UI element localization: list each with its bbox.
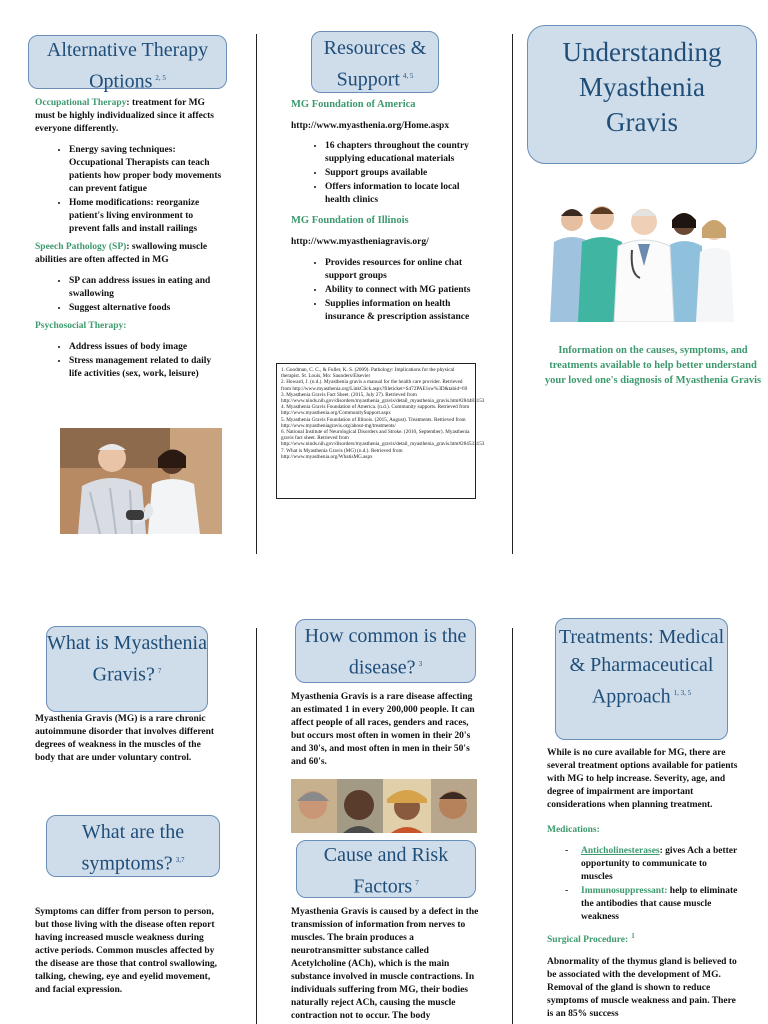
surgical-label-text: Surgical Procedure: xyxy=(547,935,629,946)
cover-tagline: Information on the causes, symptoms, and treatments available to help better understand your loved one's diagnosis of Myasthenia Gravis xyxy=(544,345,762,386)
list-item: • Ability to connect with MG patients xyxy=(325,284,483,297)
list-item: • Address issues of body image xyxy=(69,341,225,354)
america-label: MG Foundation of America xyxy=(291,99,416,110)
heading-text: How common is the disease? xyxy=(304,625,467,679)
heading-text: What is Myasthenia Gravis? xyxy=(47,632,207,686)
list-item xyxy=(581,845,739,884)
america-url: http://www.myasthenia.org/Home.aspx xyxy=(291,121,450,131)
medication-text: help to eliminate the antibodies that cause muscle weakness xyxy=(581,886,738,922)
column-divider xyxy=(512,34,513,554)
symptoms-heading xyxy=(46,815,220,877)
ps-label: Psychosocial Therapy: xyxy=(35,321,127,331)
treatments-intro: While is no cure available for MG, there are several treatment options available for patients with MG to help increase. Severity, age, and degree of impairment are important considerations when planning treatment. xyxy=(547,748,738,810)
diverse-faces-photo xyxy=(291,779,477,833)
list-item xyxy=(581,885,739,924)
citation: 4, 5 xyxy=(402,72,414,80)
list-item: • Support groups available xyxy=(325,167,483,180)
column-divider xyxy=(256,34,257,554)
heading-text: What are the symptoms? xyxy=(81,821,185,875)
heading-text: Resources & Support xyxy=(323,37,427,91)
ot-text: : treatment for MG must be highly individualized since it affects everyone differently. xyxy=(35,98,214,134)
symptoms-text: Symptoms can differ from person to person, but those living with the disease often report having increased muscle weakness during active periods. Common muscles affected by the disease are those that control swallowing, talking, chewing, eye and eyelid movement, and facial expression. xyxy=(35,907,217,995)
citation: 2, 5 xyxy=(155,74,166,82)
illinois-url: http://www.myastheniagravis.org/ xyxy=(291,237,429,247)
cause-heading xyxy=(296,840,476,898)
ot-label: Occupational Therapy xyxy=(35,98,127,108)
reference-item: 6. National Institute of Neurological Disorders and Stroke. (2010, September). Myasthenia gravis fact sheet. Retrieved from http://www.ninds.nih.gov/disorders/myasthenia_gravis/detail_myasthenia_gravis.htm#284533153 xyxy=(281,429,485,448)
cause-text: Myasthenia Gravis is caused by a defect in the transmission of information from nerves to muscles. The brain produces a neurotransmitter substance called Acetylcholine (ACh), which is the main substance involved in muscle contractions. In individuals suffering from MG, their bodies naturally reject ACh, causing the muscle contraction not to occur. The body xyxy=(291,907,479,1021)
heading-text: Treatments: Medical & Pharmaceutical Approach xyxy=(558,626,725,708)
medical-team-photo xyxy=(548,194,734,322)
illinois-label: MG Foundation of Illinois xyxy=(291,215,409,226)
sp-text: : swallowing muscle abilities are often affected in MG xyxy=(35,242,208,265)
reference-item: 4. Myasthenia Gravis Foundation of America. (n.d.). Community supports. Retrieved from http://www.myasthenia.org/CommunitySupport.aspx xyxy=(281,404,470,417)
reference-item: 1. Goodman, C. C., & Fuller, K. S. (2009). Pathology: Implications for the physical therapist. St. Louis, Mo: Saunders/Elsevier xyxy=(281,367,455,380)
how-common-heading xyxy=(295,619,476,683)
citation: 1 xyxy=(631,932,635,940)
reference-item: 5. Myasthenia Gravis Foundation of Illinois. (2015, August). Treatments. Retrieved from http://www.myastheniagravis.org/about-mg/treatments/ xyxy=(281,416,466,429)
references-box xyxy=(276,363,485,499)
resources-heading xyxy=(311,31,439,93)
sp-label: Speech Pathology (SP) xyxy=(35,242,127,252)
reference-item: 7. What is Myasthenia Gravis (MG) (n.d.). Retrieved from http://www.myasthenia.org/WhatisMG.aspx xyxy=(281,447,403,460)
citation: 1, 3, 5 xyxy=(673,689,692,697)
medication-name: Anticholinesterases xyxy=(581,846,660,856)
list-item: • Home modifications: reorganize patient's living environment to prevent falls and install railings xyxy=(69,197,225,236)
medications-label: Medications: xyxy=(547,825,600,835)
list-item: • Energy saving techniques: Occupational Therapists can teach patients how proper body movements can prevent fatigue xyxy=(69,144,225,196)
citation: 7 xyxy=(415,879,419,887)
column-divider xyxy=(256,628,257,1024)
column-divider xyxy=(512,628,513,1024)
medication-name: Immunosuppressant: xyxy=(581,886,668,896)
treatments-heading xyxy=(555,618,728,740)
what-is-mg-heading xyxy=(46,626,208,712)
alternative-therapy-body xyxy=(35,97,225,386)
alternative-therapy-heading xyxy=(28,35,227,93)
list-item: • SP can address issues in eating and swallowing xyxy=(69,275,225,301)
list-item: • Offers information to locate local health clinics xyxy=(325,181,483,207)
list-item: • 16 chapters throughout the country supplying educational materials xyxy=(325,140,483,166)
surgical-label xyxy=(547,930,739,947)
treatments-body xyxy=(547,747,739,1021)
cover-title-box xyxy=(527,25,757,164)
therapy-photo xyxy=(60,428,222,534)
list-item: • Suggest alternative foods xyxy=(69,302,225,315)
reference-item: 2. Howard, J. (n.d.). Myasthenia gravis a manual for the health care provider. Retrieved from http://www.myasthenia.org/LinkClick.aspx?fileticket=S472PAE1sw%3D&tabid=69 xyxy=(281,379,468,392)
list-item: • Stress management related to daily life activities (sex, work, leisure) xyxy=(69,355,225,381)
resources-body xyxy=(291,98,483,329)
how-common-text: Myasthenia Gravis is a rare disease affecting an estimated 1 in every 200,000 people. It can affect people of all races, genders and races, but occurs most often in women in their 20's and 30's, and most often in men in their 50's and 60's. xyxy=(291,692,475,767)
citation: 3 xyxy=(418,660,423,668)
reference-item: 3. Myasthenia Gravis Fact Sheet. (2015, July 27). Retrieved from http://www.ninds.nih.gov/disorders/myasthenia_gravis/detail_myasthenia_gravis.htm#284483153 xyxy=(281,391,485,405)
medication-text: : gives Ach a better opportunity to communicate to muscles xyxy=(581,846,738,882)
citation: 3,7 xyxy=(175,856,185,864)
list-item: • Supplies information on health insurance & prescription assistance xyxy=(325,298,483,324)
surgical-text: Abnormality of the thymus gland is believed to be associated with the development of MG. Removal of the gland is shown to reduce symptoms of muscle weakness and pain. There is an 85% success xyxy=(547,957,737,1020)
list-item: • Provides resources for online chat support groups xyxy=(325,257,483,283)
what-is-mg-text: Myasthenia Gravis (MG) is a rare chronic autoimmune disorder that involves different degrees of weakness in the muscles of the body that are under voluntary control. xyxy=(35,714,215,763)
heading-text: Alternative Therapy Options xyxy=(46,39,209,93)
cover-title: Understanding Myasthenia Gravis xyxy=(562,37,722,137)
citation: 7 xyxy=(157,667,162,675)
heading-text: Cause and Risk Factors xyxy=(323,844,449,898)
